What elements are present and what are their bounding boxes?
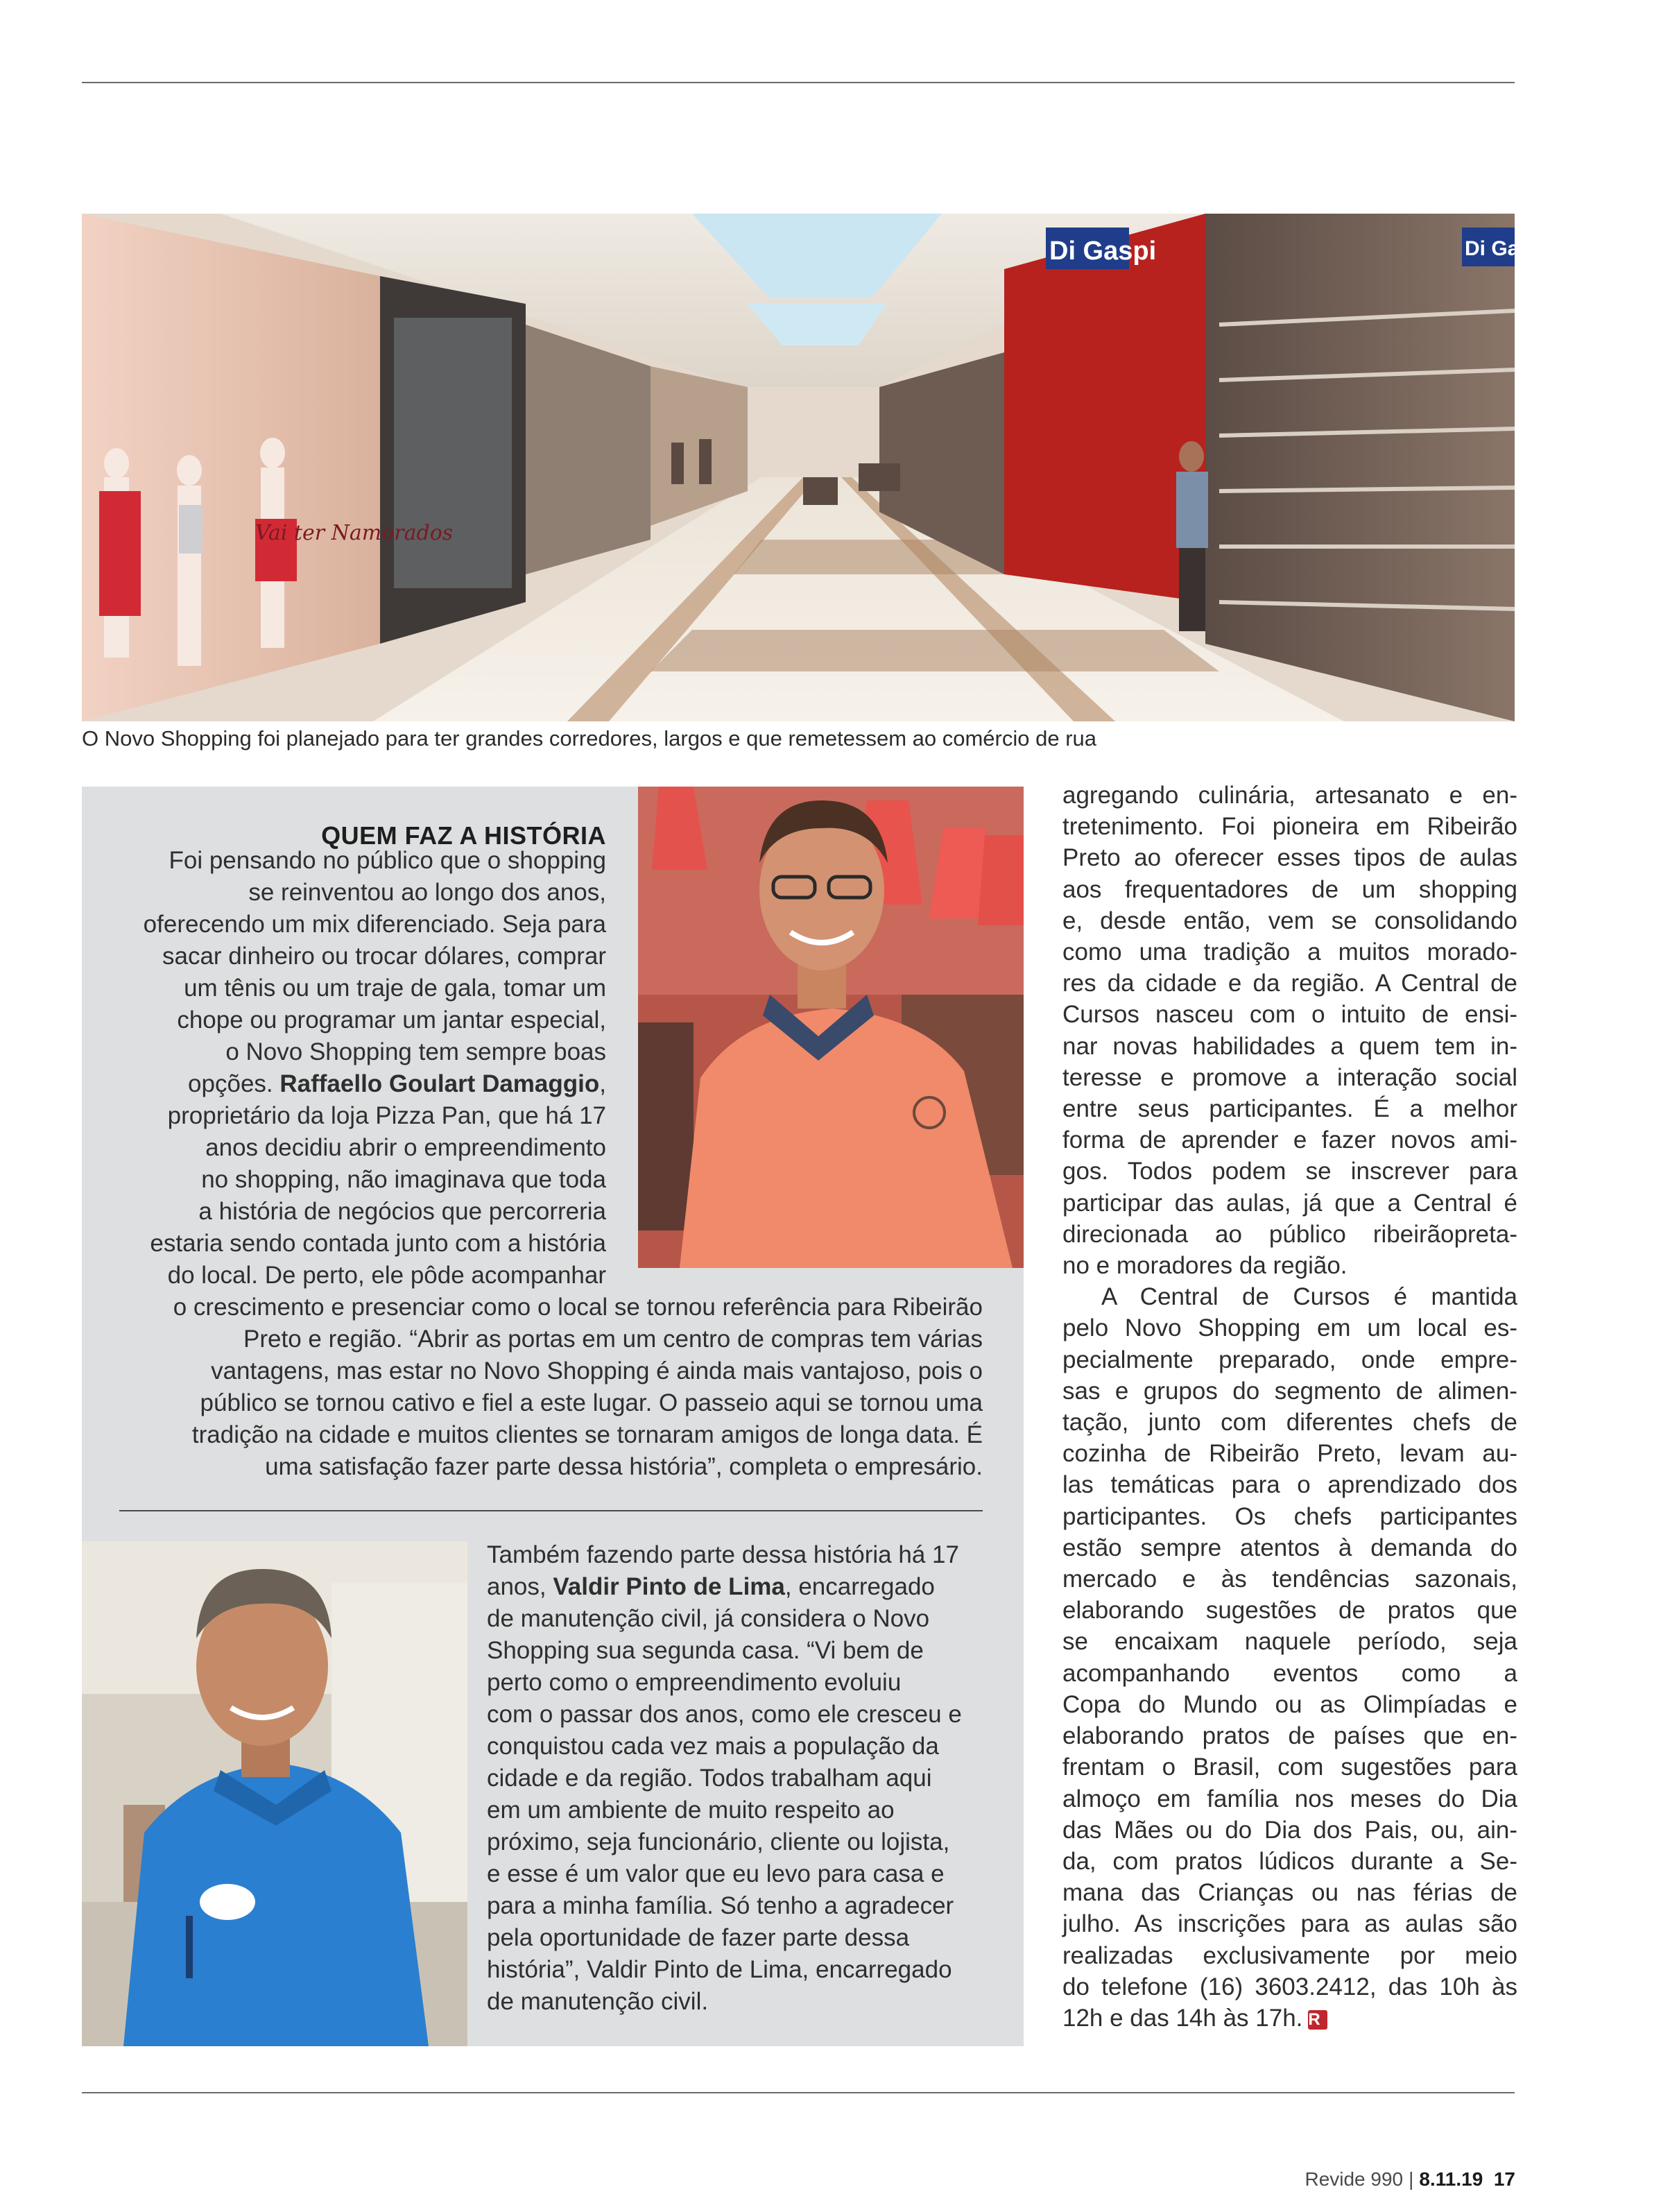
person-name-valdir: Valdir Pinto de Lima: [553, 1573, 785, 1600]
issue-date: 8.11.19: [1419, 2168, 1483, 2190]
text-line: frentam o Brasil, com sugestões para: [1062, 1754, 1517, 1781]
text-line: no shopping, não imaginava que toda: [201, 1166, 606, 1193]
text-line: elaborando sugestões de pratos que: [1062, 1597, 1517, 1624]
text-line: o crescimento e presenciar como o local se tornou referência para Ribeirão: [173, 1294, 983, 1321]
text-line: entre seus participantes. É a melhor: [1062, 1095, 1517, 1123]
text-line: a história de negócios que percorreria: [198, 1198, 606, 1225]
text-line: público se tornou cativo e fiel a este lugar. O passeio aqui se tornou uma: [200, 1389, 983, 1416]
text-line: do local. De perto, ele pôde acompanhar: [167, 1262, 606, 1289]
text-line: de manutenção civil, já considera o Novo: [487, 1605, 930, 1632]
text-line: agregando culinária, artesanato e en-: [1062, 782, 1517, 809]
text-line: gos. Todos podem se inscrever para: [1062, 1158, 1517, 1185]
person-name-raffaello: Raffaello Goulart Damaggio: [279, 1070, 600, 1097]
text-line: e, desde então, vem se consolidando: [1062, 907, 1517, 934]
text-line: se encaixam naquele período, seja: [1062, 1628, 1517, 1656]
text-line: Copa do Mundo ou as Olimpíadas e: [1062, 1690, 1517, 1718]
page-footer: [1305, 2168, 1515, 2190]
text-line: acompanhando eventos como a: [1062, 1659, 1517, 1687]
text-line: próximo, seja funcionário, cliente ou lojista,: [487, 1828, 950, 1855]
text-line: Foi pensando no público que o shopping: [169, 847, 606, 874]
text-line: forma de aprender e fazer novos ami-: [1062, 1126, 1517, 1154]
text-line: estão sempre atentos à demanda do: [1062, 1534, 1517, 1561]
text-line: um tênis ou um traje de gala, tomar um: [184, 975, 606, 1002]
text-line: da, com pratos lúdicos durante a Se-: [1062, 1847, 1517, 1875]
text-line: estaria sendo contada junto com a história: [150, 1230, 606, 1257]
text-line: las temáticas para o aprendizado dos: [1062, 1471, 1517, 1499]
text-line: se reinventou ao longo dos anos,: [248, 879, 606, 906]
text-line: participantes. Os chefs participantes: [1062, 1502, 1517, 1530]
text-line: proprietário da loja Pizza Pan, que há 17: [167, 1102, 606, 1129]
text-line: participar das aulas, já que a Central é: [1062, 1189, 1517, 1217]
text-line: como uma tradição a muitos morado-: [1062, 938, 1517, 966]
text-line: Cursos nasceu com o intuito de ensi-: [1062, 1001, 1517, 1029]
text-line: para a minha família. Só tenho a agradecer: [487, 1892, 954, 1919]
text-run: 12h e das 14h às 17h.: [1062, 2004, 1303, 2032]
text-line: Shopping sua segunda casa. “Vi bem de: [487, 1637, 924, 1664]
text-line: sacar dinheiro ou trocar dólares, comprar: [162, 943, 606, 970]
article-column: [1062, 780, 1517, 2034]
text-line: [487, 1571, 986, 1603]
top-rule: [82, 82, 1515, 83]
text-line: pela oportunidade de fazer parte dessa: [487, 1924, 910, 1951]
portrait-raffaello: [638, 787, 1024, 1268]
text-line: realizadas exclusivamente por meio: [1062, 1941, 1517, 1969]
text-line: o Novo Shopping tem sempre boas: [225, 1038, 606, 1065]
text-line: do telefone (16) 3603.2412, das 10h às: [1062, 1973, 1517, 2000]
text-line: Preto e região. “Abrir as portas em um centro de compras tem várias: [243, 1326, 983, 1353]
text-line: em um ambiente de muito respeito ao: [487, 1797, 895, 1824]
text-line: mercado e às tendências sazonais,: [1062, 1566, 1517, 1593]
text-line: de manutenção civil.: [487, 1988, 709, 2015]
text-line: cidade e da região. Todos trabalham aqui: [487, 1765, 932, 1792]
text-line: A Central de Cursos é mantida: [1101, 1283, 1517, 1311]
text-line: no e moradores da região.: [1062, 1252, 1347, 1280]
text-line: anos decidiu abrir o empreendimento: [205, 1134, 606, 1161]
text-line: chope ou programar um jantar especial,: [177, 1006, 606, 1034]
window-text: Vai ter Namorados: [255, 521, 454, 545]
text-line: direcionada ao público ribeirãopreta-: [1062, 1220, 1517, 1248]
text-line: aos frequentadores de um shopping: [1062, 875, 1517, 903]
store-sign-left: Di Gaspi: [1049, 237, 1157, 266]
text-line: história”, Valdir Pinto de Lima, encarregado: [487, 1956, 952, 1983]
bottom-rule: [82, 2092, 1515, 2093]
box-heading: QUEM FAZ A HISTÓRIA: [321, 821, 606, 850]
text-run: anos,: [487, 1573, 553, 1600]
text-line: pelo Novo Shopping em um local es-: [1062, 1314, 1517, 1342]
page-number: 17: [1493, 2168, 1515, 2190]
text-line: perto como o empreendimento evoluiu: [487, 1669, 902, 1696]
store-sign-right: Di Gasp: [1465, 237, 1544, 260]
text-line: Preto ao oferecer esses tipos de aulas: [1062, 844, 1517, 872]
text-line: tretenimento. Foi pioneira em Ribeirão: [1062, 813, 1517, 841]
text-line: mana das Crianças ou nas férias de: [1062, 1879, 1517, 1907]
box-divider: [119, 1510, 983, 1511]
text-line: Também fazendo parte dessa história há 17: [487, 1541, 959, 1568]
text-line: teresse e promove a interação social: [1062, 1063, 1517, 1091]
end-mark-icon: R: [1308, 2010, 1327, 2030]
photo-caption: O Novo Shopping foi planejado para ter grandes corredores, largos e que remetessem ao comércio de rua: [82, 726, 1096, 751]
text-line: tradição na cidade e muitos clientes se tornaram amigos de longa data. É: [191, 1421, 983, 1448]
text-line: almoço em família nos meses do Dia: [1062, 1785, 1517, 1812]
text-line: das Mães ou do Dia dos Pais, ou, ain-: [1062, 1816, 1517, 1844]
text-line: vantagens, mas estar no Novo Shopping é ainda mais vantajoso, pois o: [211, 1357, 983, 1384]
text-line: uma satisfação fazer parte dessa história”, completa o empresário.: [265, 1453, 983, 1480]
text-line: oferecendo um mix diferenciado. Seja para: [143, 911, 606, 938]
footer-separator: |: [1409, 2168, 1414, 2190]
magazine-name: Revide 990: [1305, 2168, 1404, 2190]
text-line: com o passar dos anos, como ele cresceu e: [487, 1701, 962, 1728]
text-line: e esse é um valor que eu levo para casa e: [487, 1860, 945, 1887]
text-line: nar novas habilidades a quem tem in-: [1062, 1032, 1517, 1060]
portrait-valdir: [82, 1541, 467, 2046]
text-line: [1062, 2003, 1517, 2034]
text-line: julho. As inscrições para as aulas são: [1062, 1910, 1517, 1938]
text-run: opções.: [188, 1070, 280, 1097]
text-line: elaborando pratos de países que en-: [1062, 1722, 1517, 1750]
mall-corridor-photo: [82, 214, 1544, 721]
text-line: sas e grupos do segmento de alimen-: [1062, 1377, 1517, 1405]
story-valdir: [487, 1539, 986, 2018]
text-run: ,: [599, 1070, 606, 1097]
text-line: conquistou cada vez mais a população da: [487, 1733, 939, 1760]
text-line: cozinha de Ribeirão Preto, levam au-: [1062, 1440, 1517, 1468]
text-line: res da cidade e da região. A Central de: [1062, 970, 1517, 997]
text-line: [188, 1068, 606, 1100]
text-run: , encarregado: [784, 1573, 935, 1600]
text-line: pecialmente preparado, onde empre-: [1062, 1346, 1517, 1373]
text-line: tação, junto com diferentes chefs de: [1062, 1409, 1517, 1437]
